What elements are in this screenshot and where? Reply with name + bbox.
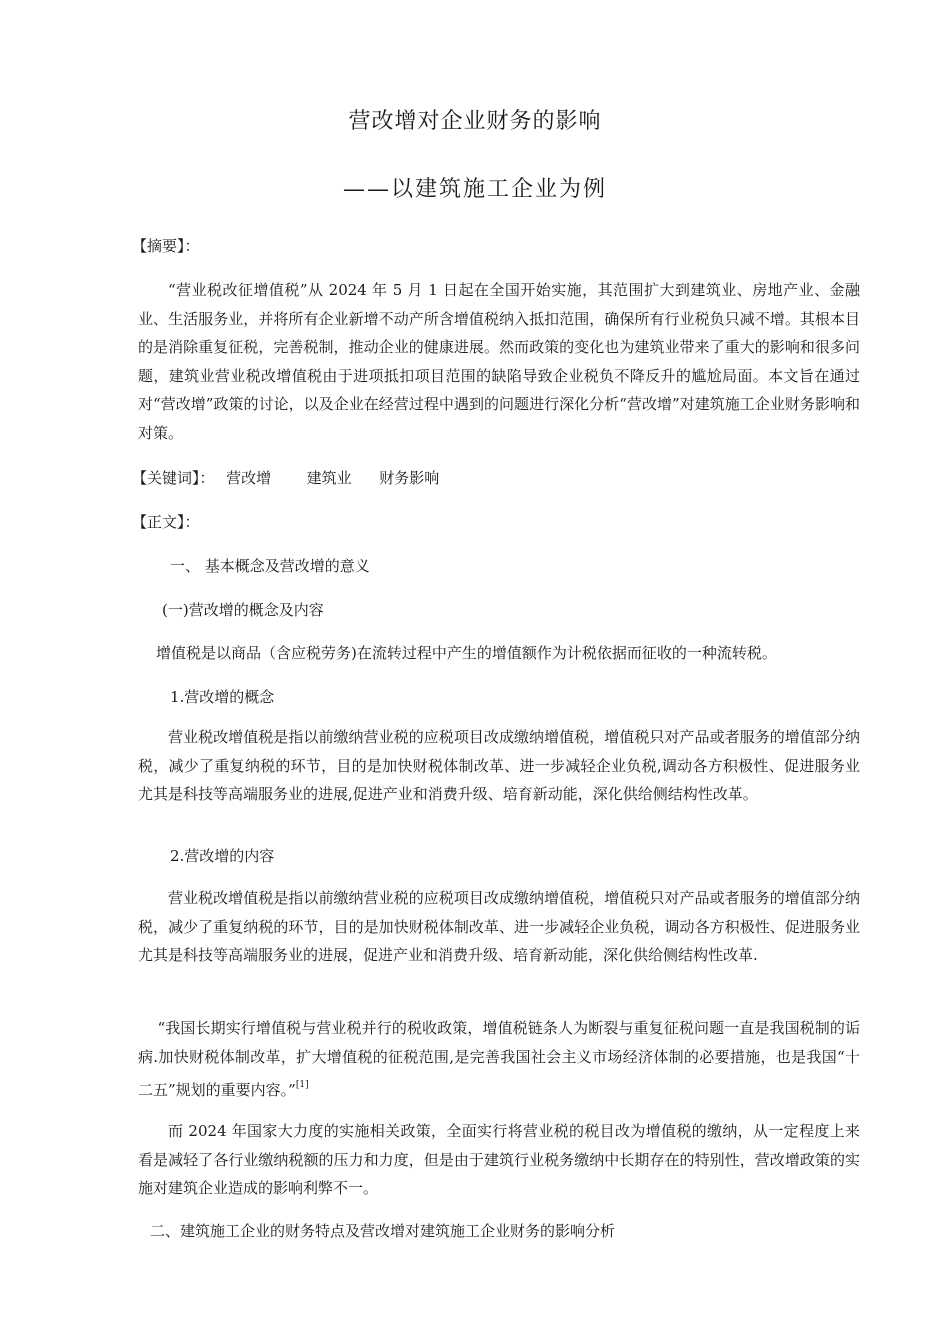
section-heading: 二、建筑施工企业的财务特点及营改增对建筑施工企业财务的影响分析: [150, 1222, 616, 1240]
quote-text: “我国长期实行增值税与营业税并行的税收政策，增值税链条人为断裂与重复征税问题一直是我国税制的诟病.加快财税体制改革，扩大增值税的征税范围,是完善我国社会主义市场经济体制的必要措施，也是我国“十二五”规划的重要内容。”: [138, 1019, 860, 1099]
footnote-reference[interactable]: [1]: [295, 1080, 309, 1090]
keyword: 建筑业: [306, 469, 352, 487]
keywords-line: [132, 467, 439, 488]
section-heading: 一、 基本概念及营改增的意义: [170, 557, 370, 575]
vat-definition: 增值税是以商品（含应税劳务)在流转过程中产生的增值额作为计税依据而征收的一种流转税。: [156, 644, 777, 662]
item-heading: 2.营改增的内容: [170, 847, 275, 865]
item-paragraph: 营业税改增值税是指以前缴纳营业税的应税项目改成缴纳增值税，增值税只对产品或者服务的增值部分纳税，减少了重复纳税的环节，目的是加快财税体制改革、进一步减轻企业负税,调动各方积极性、促进服务业尤其是科技等高端服务业的进展,促进产业和消费升级、培育新动能，深化供给侧结构性改革。: [138, 728, 860, 803]
document-subtitle: ——以建筑施工企业为例: [342, 177, 607, 202]
document-title: 营改增对企业财务的影响: [348, 109, 602, 134]
paragraph: 而 2024 年国家大力度的实施相关政策，全面实行将营业税的税目改为增值税的缴纳，从一定程度上来看是减轻了各行业缴纳税额的压力和力度，但是由于建筑行业税务缴纳中长期存在的特别性，营改增政策的实施对建筑企业造成的影响利弊不一。: [138, 1122, 860, 1197]
body-label: 【正文】：: [132, 513, 200, 531]
keyword: 营改增: [226, 469, 272, 487]
quote-paragraph: [138, 1014, 860, 1105]
keyword: 财务影响: [379, 469, 440, 487]
item-paragraph: 营业税改增值税是指以前缴纳营业税的应税项目改成缴纳增值税，增值税只对产品或者服务的增值部分纳税，减少了重复纳税的环节，目的是加快财税体制改革、进一步减轻企业负税，调动各方积极性、促进服务业尤其是科技等高端服务业的进展，促进产业和消费升级、培育新动能，深化供给侧结构性改革.: [138, 889, 860, 964]
keywords-label: 【关键词】：: [132, 469, 215, 487]
abstract-paragraph: “营业税改征增值税”从 2024 年 5 月 1 日起在全国开始实施，其范围扩大到建筑业、房地产业、金融业、生活服务业，并将所有企业新增不动产所含增值税纳入抵扣范围，确保所有行业税负只减不增。其根本目的是消除重复征税，完善税制，推动企业的健康进展。然而政策的变化也为建筑业带来了重大的影响和很多问题，建筑业营业税改增值税由于进项抵扣项目范围的缺陷导致企业税负不降反升的尴尬局面。本文旨在通过对“营改增”政策的讨论，以及企业在经营过程中遇到的问题进行深化分析“营改增”对建筑施工企业财务影响和对策。: [138, 281, 860, 442]
item-heading: 1.营改增的概念: [170, 688, 275, 706]
abstract-label: 【摘要】：: [132, 237, 200, 255]
subsection-heading: (一)营改增的概念及内容: [162, 601, 324, 619]
